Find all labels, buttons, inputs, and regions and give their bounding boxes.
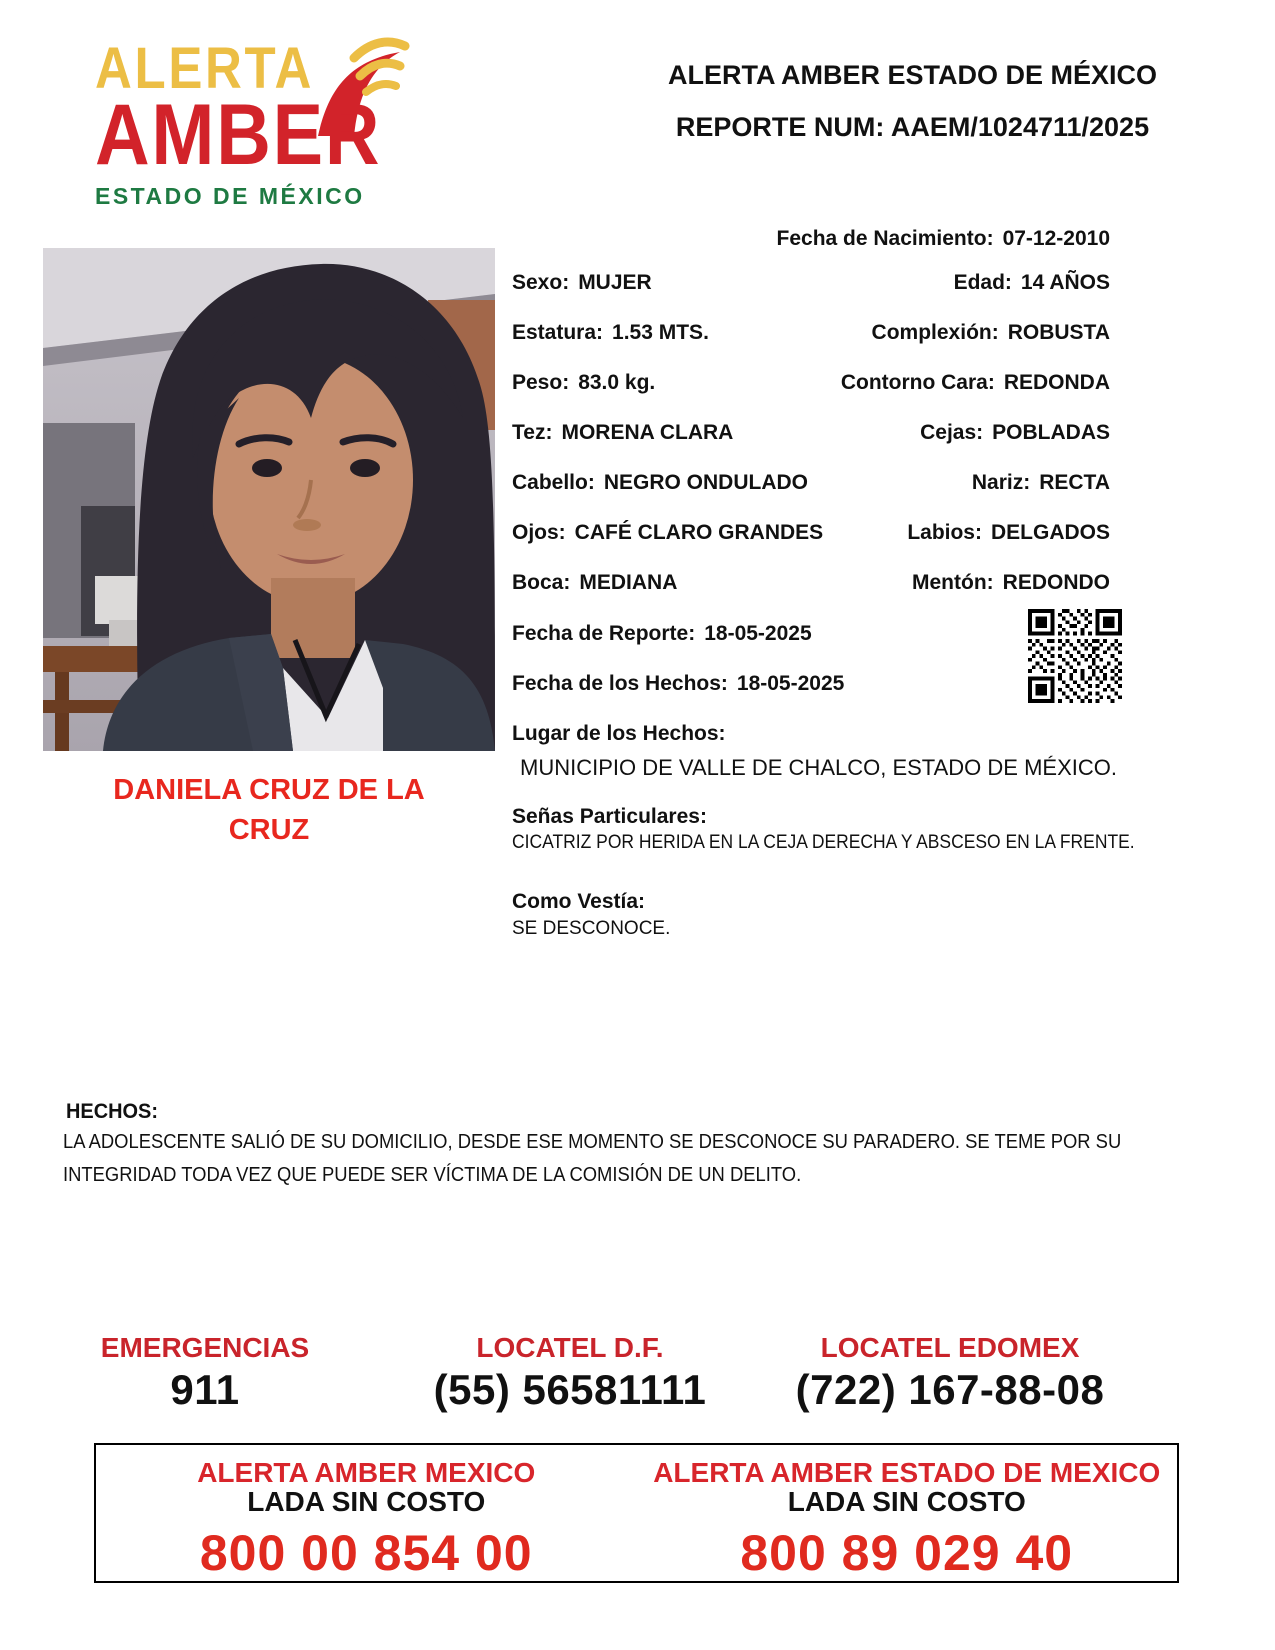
hotline-title: ALERTA AMBER ESTADO DE MEXICO [653, 1457, 1161, 1488]
field-label: Estatura: [512, 321, 604, 344]
detail-row [512, 271, 1110, 295]
field-value: REDONDA [1003, 371, 1110, 394]
subject-name: DANIELA CRUZ DE LA CRUZ [113, 774, 425, 846]
field-label: Ojos: [512, 521, 566, 544]
hotline-mexico [96, 1445, 637, 1581]
place-label: Lugar de los Hechos: [512, 722, 726, 745]
logo-subtitle: ESTADO DE MÉXICO [95, 183, 365, 209]
field-value: 83.0 kg. [578, 371, 656, 394]
field-value: 1.53 MTS. [612, 321, 709, 344]
detail-row [512, 371, 1110, 395]
contact-label: EMERGENCIAS [100, 1332, 310, 1363]
field-label: Fecha de Nacimiento: [776, 227, 994, 250]
detail-row [512, 521, 1110, 545]
incident-date-field [512, 672, 1110, 696]
field-label: Boca: [512, 571, 571, 594]
contact-locatel-df [410, 1332, 730, 1414]
report-header [630, 60, 1195, 143]
field-label: Nariz: [971, 471, 1031, 494]
hotline-title: ALERTA AMBER MEXICO [197, 1457, 536, 1488]
contact-label: LOCATEL D.F. [476, 1332, 664, 1363]
hotline-edomex [637, 1445, 1178, 1581]
field-label: Contorno Cara: [840, 371, 995, 394]
field-label: Cejas: [920, 421, 984, 444]
field-value: DELGADOS [990, 521, 1110, 544]
field-value: 14 AÑOS [1020, 271, 1110, 294]
field-label: Labios: [907, 521, 982, 544]
field-value: MUJER [578, 271, 652, 294]
field-value: NEGRO ONDULADO [603, 471, 809, 494]
logo-word-alerta: ALERTA [95, 36, 315, 101]
contact-number: (55) 56581111 [433, 1366, 707, 1413]
field-value: 18-05-2025 [704, 622, 812, 645]
field-value: MEDIANA [579, 571, 678, 594]
field-label: Fecha de Reporte: [512, 622, 696, 645]
contact-number: (722) 167-88-08 [795, 1366, 1105, 1413]
field-value: ROBUSTA [1007, 321, 1110, 344]
field-label: Fecha de los Hechos: [512, 672, 728, 695]
alerta-amber-logo [95, 36, 405, 210]
field-label: Edad: [953, 271, 1012, 294]
hotline-subtitle: LADA SIN COSTO [787, 1486, 1026, 1517]
logo-word-amber: AMBER [95, 87, 382, 183]
field-value: 07-12-2010 [1002, 227, 1110, 250]
field-label: Tez: [512, 421, 553, 444]
field-value: POBLADAS [992, 421, 1110, 444]
clothing-label: Como Vestía: [512, 890, 646, 913]
detail-row [512, 571, 1110, 595]
facts-heading: HECHOS: [66, 1100, 159, 1123]
contact-emergencias [75, 1332, 335, 1414]
field-label: Complexión: [871, 321, 999, 344]
field-label: Cabello: [512, 471, 595, 494]
hotline-subtitle: LADA SIN COSTO [247, 1486, 486, 1517]
hotline-box [94, 1443, 1179, 1583]
subject-portrait-photo [43, 248, 495, 751]
field-label: Peso: [512, 371, 570, 394]
clothing-value: SE DESCONOCE. [512, 918, 671, 939]
subject-details [512, 227, 1135, 957]
marks-value: CICATRIZ POR HERIDA EN LA CEJA DERECHA Y ABSCESO EN LA FRENTE. [512, 832, 1135, 853]
field-value: 18-05-2025 [736, 672, 845, 695]
contact-number: 911 [170, 1366, 240, 1413]
detail-row [512, 421, 1110, 445]
place-value: MUNICIPIO DE VALLE DE CHALCO, ESTADO DE MÉXICO. [520, 755, 1117, 780]
hotline-number: 800 00 854 00 [199, 1525, 533, 1581]
field-value: MORENA CLARA [561, 421, 734, 444]
detail-row [512, 471, 1110, 495]
field-label: Mentón: [912, 571, 994, 594]
field-label: Sexo: [512, 271, 570, 294]
report-title: ALERTA AMBER ESTADO DE MÉXICO [667, 60, 1157, 90]
field-value: RECTA [1039, 471, 1110, 494]
birth-date-field [777, 227, 1110, 251]
hotline-number: 800 89 029 40 [740, 1525, 1074, 1581]
contact-locatel-edomex [770, 1332, 1130, 1414]
report-date-field [512, 622, 1110, 646]
field-value: CAFÉ CLARO GRANDES [574, 521, 824, 544]
detail-row [512, 321, 1110, 345]
report-number: REPORTE NUM: AAEM/1024711/2025 [675, 112, 1150, 142]
facts-text: LA ADOLESCENTE SALIÓ DE SU DOMICILIO, DESDE ESE MOMENTO SE DESCONOCE SU PARADERO. SE TEME POR SU INTEGRIDAD TODA VEZ QUE PUEDE SER VÍCTIMA DE LA COMISIÓN DE UN DELITO. [63, 1131, 1122, 1186]
qr-code-icon [1028, 609, 1122, 703]
marks-label: Señas Particulares: [512, 805, 707, 828]
field-value: REDONDO [1002, 571, 1110, 594]
contact-label: LOCATEL EDOMEX [820, 1332, 1080, 1363]
